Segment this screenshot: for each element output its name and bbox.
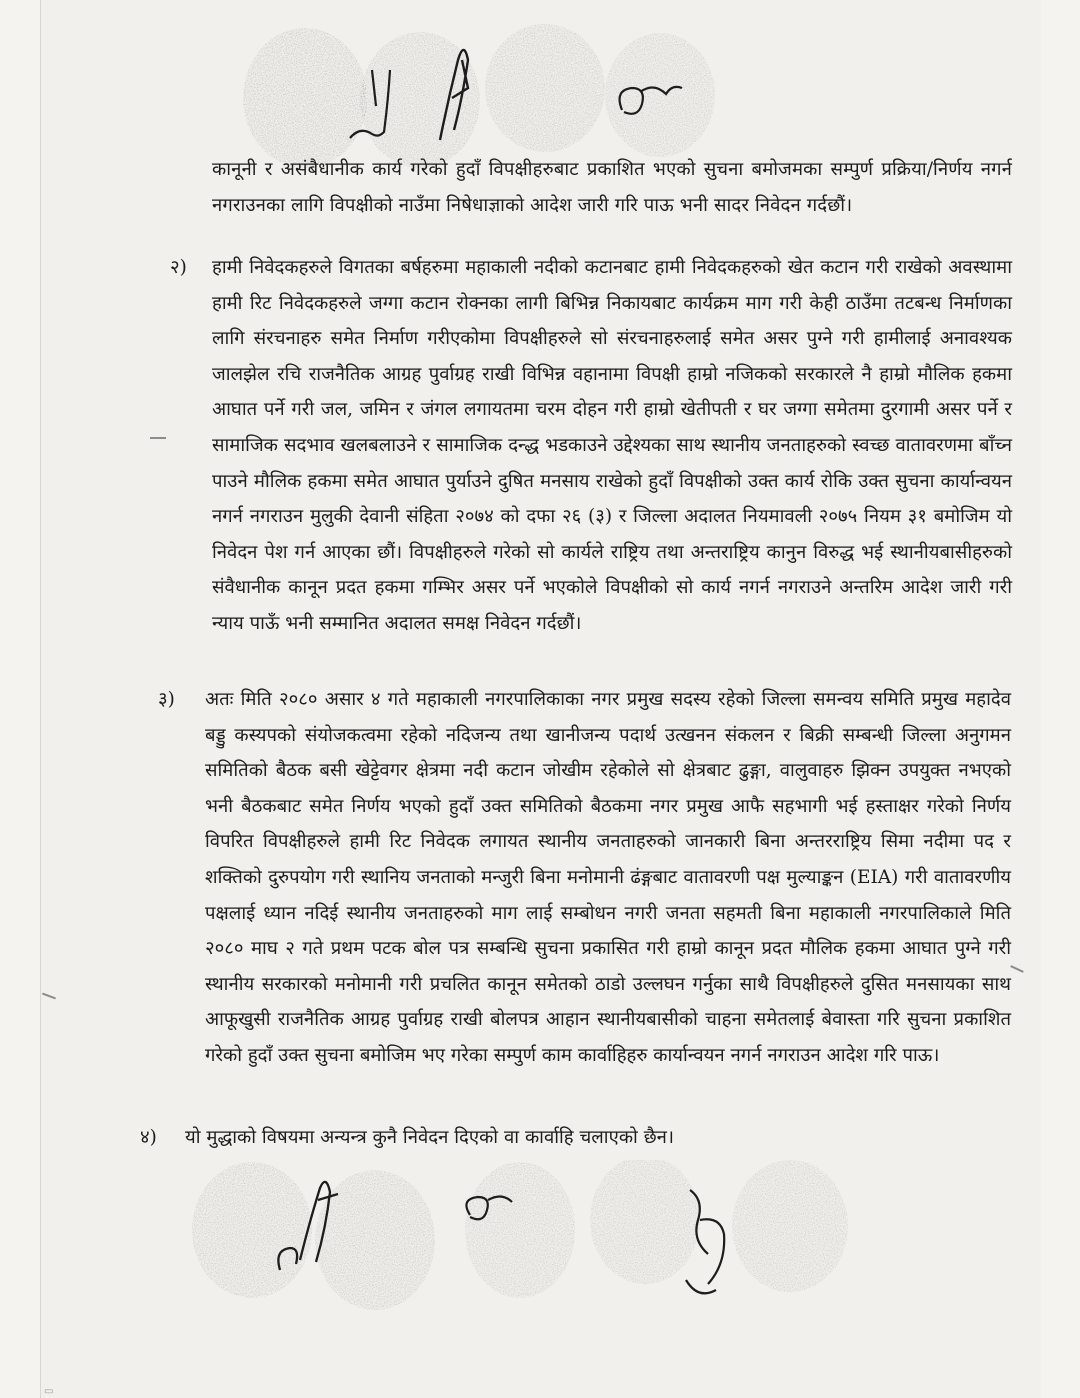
paragraph-4: यो मुद्धाको विषयमा अन्यन्त्र कुनै निवेदन दिएको वा कार्वाहि चलाएको छैन। [185,1127,674,1148]
fingerprint-7 [465,1162,575,1298]
fingerprint-4 [605,33,715,157]
fingerprint-5 [192,1162,312,1298]
paragraph-number-4: ४) [140,1127,157,1148]
paragraph-2: हामी निवेदकहरुले विगतका बर्षहरुमा महाकाली नदीको कटानबाट हामी निवेदकहरुको खेत कटान गरी राखेको अवस्थामा हामी रिट निवेदकहरुले जग्गा कटान रोक्नका लागी बिभिन्न निकायबाट कार्यक्रम माग गरी केही ठाउँमा तटबन्ध निर्माणका लागि संरचनाहरु समेत निर्माण गरीएकोमा विपक्षीहरुले सो संरचनाहरुलाई समेत असर पुग्ने गरी हामीलाई अनावश्यक जालझेल रचि राजनैतिक आग्रह पुर्वाग्रह राखी विभिन्न वहानामा विपक्षी हाम्रो नजिकको सरकारले नै हाम्रो मौलिक हकमा आघात पर्ने गरी जल, जमिन र जंगल लगायतमा चरम दोहन गरी हाम्रो खेतीपती र घर जग्गा समेतमा दुरगामी असर पर्ने र सामाजिक सदभाव खलबलाउने र सामाजिक दन्द्ध भडकाउने उद्देश्यका साथ स्थानीय जनताहरुको स्वच्छ वातावरणमा बाँच्न पाउने मौलिक हकमा समेत आघात पुर्याउने दुषित मनसाय राखेको हुदाँ विपक्षीको उक्त कार्य रोकि उक्त सुचना कार्यान्वयन नगर्न नगराउन मुलुकी देवानी संहिता २०७४ को दफा २६ (३) र जिल्ला अदालत नियमावली २०७५ नियम ३१ बमोजिम यो निवेदन पेश गर्न आएका छौं। विपक्षीहरुले गरेको सो कार्यले राष्ट्रिय तथा अन्तराष्ट्रिय कानुन विरुद्ध भई स्थानीयबासीहरुको संवैधानीक कानून प्रदत हकमा गम्भिर असर पर्ने भएकोले विपक्षीको सो कार्य नगर्न नगराउने अन्तरिम आदेश जारी गरी न्याय पाऊँ भनी सम्मानित अदालत समक्ष निवेदन गर्दछौं। [212,257,1012,634]
bottom-fingerprints-signatures [0,1160,1080,1360]
fingerprint-9 [732,1160,848,1292]
paragraph-number-2: २) [170,257,187,278]
paragraph-number-3: ३) [158,689,175,710]
fingerprint-8 [590,1160,700,1284]
fingerprint-6 [315,1170,435,1310]
fingerprint-3 [485,24,605,152]
paragraph-3: अतः मिति २०८० असार ४ गते महाकाली नगरपालिकाका नगर प्रमुख सदस्य रहेको जिल्ला समन्वय समिति प्रमुख महादेव बड्डु कस्यपको संयोजकत्वमा रहेको नदिजन्य तथा खानीजन्य पदार्थ उत्खनन संकलन र बिक्री सम्बन्धी जिल्ला अनुगमन समितिको बैठक बसी खेट्टेवगर क्षेत्रमा नदी कटान जोखीम रहेकोले सो क्षेत्रबाट ढुङ्गा, वालुवाहरु झिक्न उपयुक्त नभएको भनी बैठकबाट समेत निर्णय भएको हुदाँ उक्त समितिको बैठकमा नगर प्रमुख आफै सहभागी भई हस्ताक्षर गरेको निर्णय विपरित विपक्षीहरुले हामी रिट निवेदक लगायत स्थानीय जनताहरुको जानकारी बिना अन्तरराष्ट्रिय सिमा नदीमा पद र शक्तिको दुरुपयोग गरी स्थानिय जनताको मन्जुरी बिना मनोमानी ढंङ्गबाट वातावरणी पक्ष मुल्याङ्कन (EIA) गरी वातावरणीय पक्षलाई ध्यान नदिई स्थानीय जनताहरुको माग लाई सम्बोधन नगरी जनता सहमती बिना महाकाली नगरपालिकाले मिति २०८० माघ २ गते प्रथम पटक बोल पत्र सम्बन्धि सुचना प्रकासित गरी हाम्रो कानून प्रदत मौलिक हकमा आघात पुग्ने गरी स्थानीय सरकारको मनोमानी गरी प्रचलित कानून समेतको ठाडो उल्लघन गर्नुका साथै विपक्षीहरुले दुसित मनसायका साथ आफूखुसी राजनैतिक आग्रह पुर्वाग्रह राखी बोलपत्र आहान स्थानीयबासीको चाहना समेतलाई बेवास्ता गरि सुचना प्रकाशित गरेको हुदाँ उक्त सुचना बमोजिम भए गरेका सम्पुर्ण काम कार्वाहिहरु कार्यान्वयन नगर्न नगराउन आदेश गरि पाऊ। [205,689,1011,1066]
intro-paragraph: कानूनी र असंबैधानीक कार्य गरेको हुदाँ विपक्षीहरुबाट प्रकाशित भएको सुचना बमोजमका सम्पुर्ण प्रक्रिया/निर्णय नगर्न नगराउनका लागि विपक्षीको नाउँमा निषेधाज्ञाको आदेश जारी गरि पाऊ भनी सादर निवेदन गर्दछौं। [212,159,1012,216]
corner-mark: ▭ [44,1386,54,1397]
margin-mark [150,437,166,439]
fingerprint-1 [243,28,367,168]
